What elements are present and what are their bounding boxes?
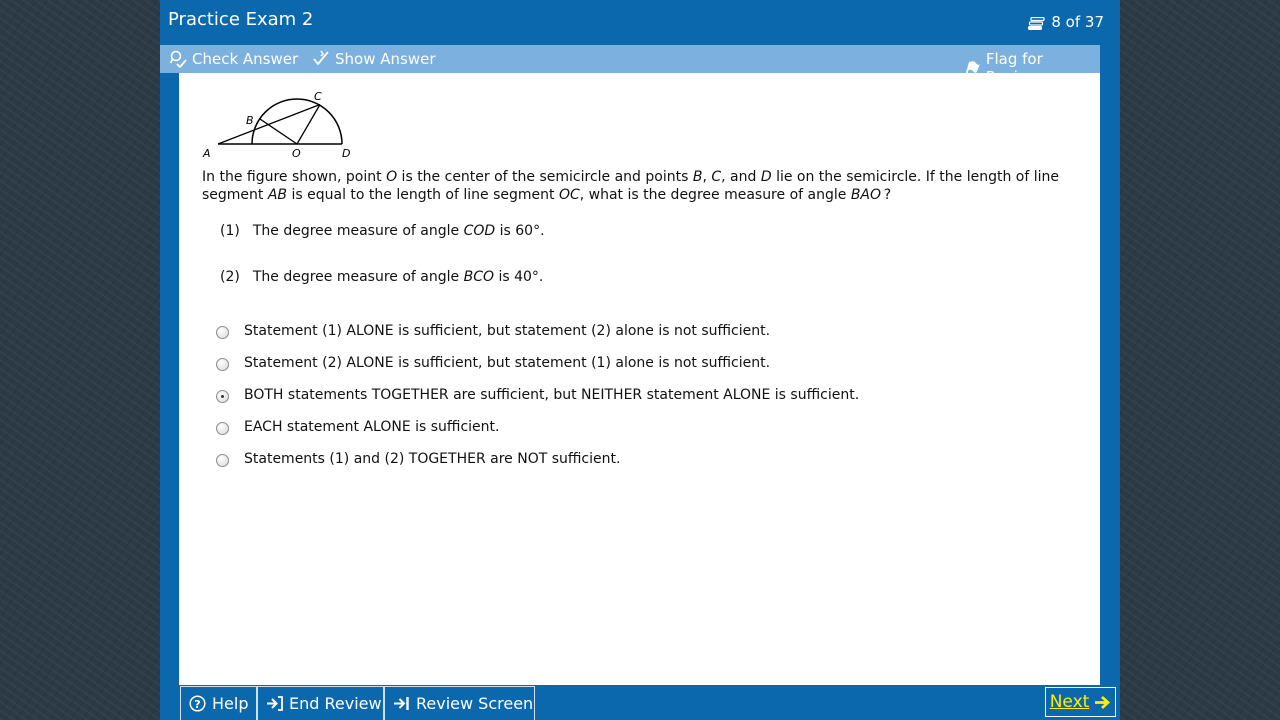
radio-button[interactable] [216, 326, 229, 339]
answer-choices [216, 315, 859, 475]
question-stem: In the figure shown, point O is the center of the semicircle and points B, C, and D lie on the semicircle. If the length of line segment AB is equal to the length of line segment OC, what is the degree measure of angle BAO ? [202, 169, 1060, 203]
answer-choice-2[interactable] [216, 347, 859, 379]
end-review-button[interactable] [257, 686, 384, 720]
semicircle-figure [200, 88, 360, 163]
exam-title: Practice Exam 2 [168, 9, 314, 30]
statement-1 [220, 223, 545, 239]
check-answer-icon [169, 50, 187, 68]
title-bar [160, 0, 1120, 42]
question-list-icon [1028, 16, 1045, 29]
end-review-icon [266, 695, 283, 712]
question-pane [179, 73, 1100, 685]
answer-choice-text: EACH statement ALONE is sufficient. [244, 419, 500, 435]
review-screen-button[interactable] [384, 686, 535, 720]
radio-button[interactable] [216, 422, 229, 435]
label-b: B [246, 114, 254, 127]
toolbar [160, 45, 1100, 73]
answer-choice-4[interactable] [216, 411, 859, 443]
answer-choice-text: Statement (2) ALONE is sufficient, but statement (1) alone is not sufficient. [244, 355, 771, 371]
show-answer-label: Show Answer [335, 50, 436, 68]
arrow-to-bar-icon [393, 695, 410, 712]
check-answer-label: Check Answer [192, 50, 299, 68]
answer-choice-5[interactable] [216, 443, 859, 475]
next-label: Next [1049, 692, 1090, 712]
answer-choice-3[interactable] [216, 379, 859, 411]
flag-for-review-label: Flag for [985, 50, 1043, 68]
label-o: O [292, 147, 301, 160]
label-d: D [342, 147, 351, 160]
answer-choice-1[interactable] [216, 315, 859, 347]
statement-number: (1) [220, 223, 240, 239]
statement-2 [220, 269, 543, 285]
help-icon [189, 695, 206, 712]
show-answer-button[interactable] [312, 50, 436, 68]
label-c: C [314, 90, 322, 103]
end-review-label: End Review [289, 694, 382, 713]
label-a: A [203, 147, 211, 160]
radio-button[interactable] [216, 390, 229, 403]
next-button[interactable] [1045, 687, 1116, 717]
answer-choice-text: Statement (1) ALONE is sufficient, but statement (2) alone is not sufficient. [244, 323, 771, 339]
statement-text: The degree measure of angle BCO is 40°. [252, 269, 544, 285]
arrow-right-icon [1094, 694, 1111, 711]
check-answer-button[interactable] [169, 50, 298, 68]
radio-button[interactable] [216, 454, 229, 467]
help-button[interactable] [180, 686, 257, 720]
statement-text: The degree measure of angle COD is 60°. [252, 223, 545, 239]
answer-choice-text: BOTH statements TOGETHER are sufficient, but NEITHER statement ALONE is sufficient. [244, 387, 860, 403]
bottom-toolbar [160, 685, 1120, 720]
question-counter: 8 of 37 [1051, 13, 1104, 31]
exam-window [160, 0, 1120, 720]
question-progress [1028, 13, 1104, 31]
review-screen-label: Review Screen [416, 694, 534, 713]
radio-button[interactable] [216, 358, 229, 371]
statement-number: (2) [220, 269, 240, 285]
answer-choice-text: Statements (1) and (2) TOGETHER are NOT sufficient. [244, 451, 621, 467]
show-answer-icon [312, 50, 330, 68]
svg-text:?: ? [194, 697, 201, 711]
help-label: Help [212, 694, 249, 713]
